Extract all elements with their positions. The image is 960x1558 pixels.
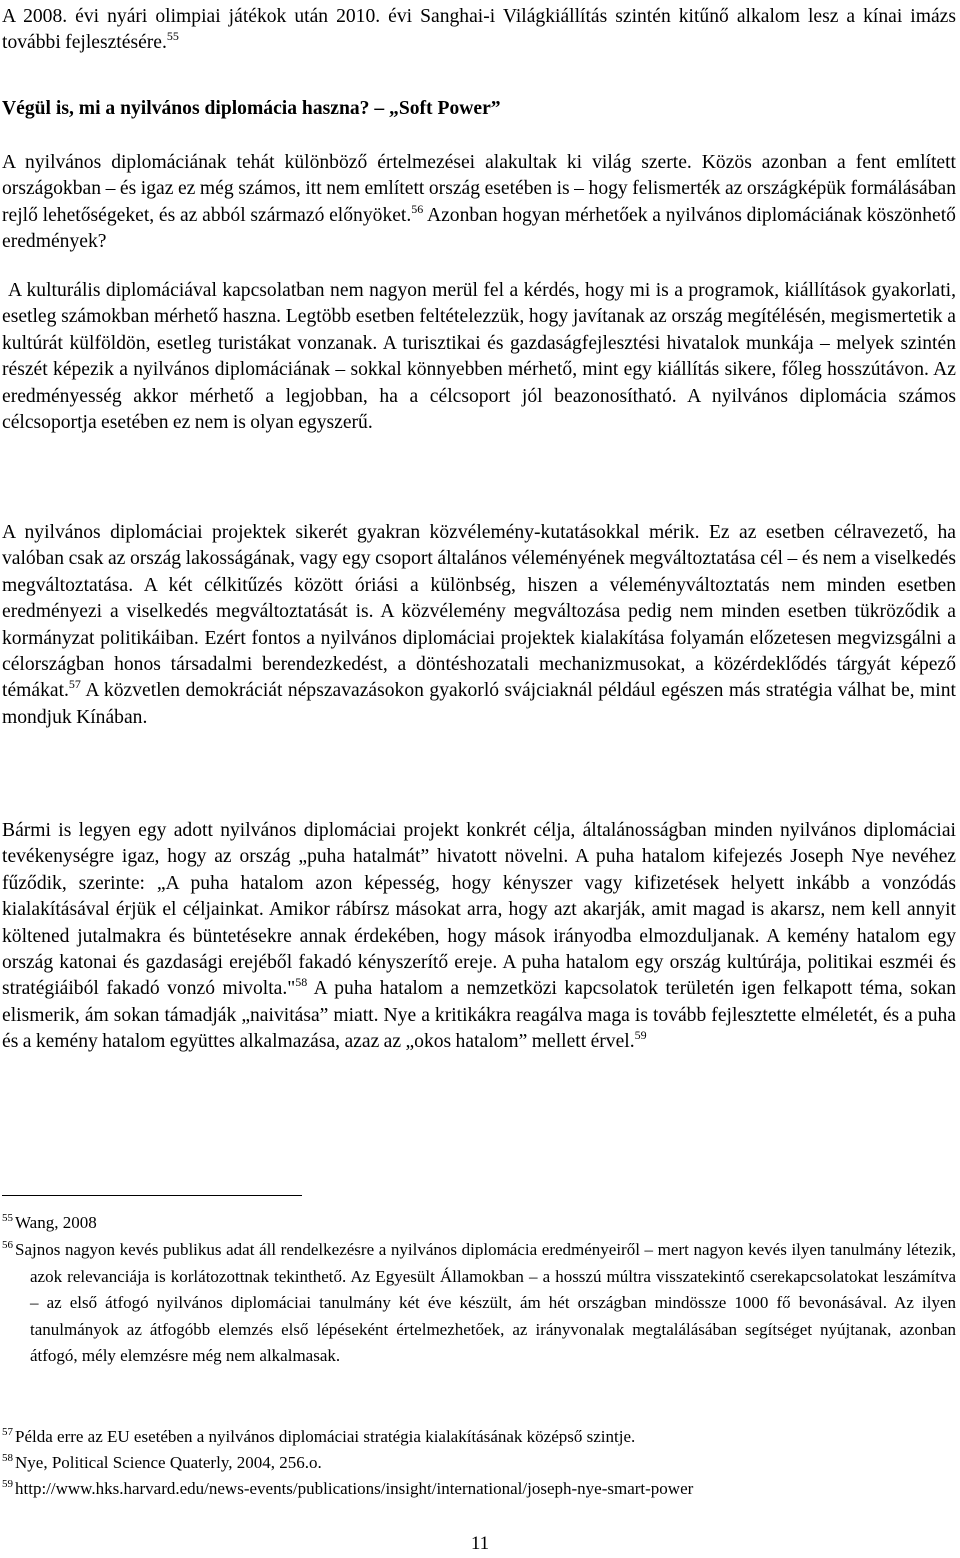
footnote-text: Sajnos nagyon kevés publikus adat áll rendelkezésre a nyilvános diplomácia eredményeiről – mert nagyon kevés ilyen tanulmány létezik, azok relevanciája is korlátozottnak tekinthető. Az Egyesült Államokban – a hosszú múltra visszatekintő cserekapcsolatokat leszámítva – az első átfogó nyilvános diplomáciai tanulmány két éve készült, ám hét országban mindössze 1000 fő bevonásával. Az ilyen tanulmányok az átfogóbb elemzés első lépéseként értelmezhetőek, az irányvonalak megtalálásában segítséget nyújtanak, azonban átfogó, mély elemzésre még nem alkalmasak. [15, 1240, 956, 1365]
paragraph-4-text: Bármi is legyen egy adott nyilvános diplomáciai projekt konkrét célja, általánosságban minden nyilvános diplomáciai tevékenységre igaz, hogy az ország „puha hatalmát” hivatott növelni. A puha hatalom kifejezés Joseph Nye nevéhez fűződik, szerinte: „A puha hatalom azon képesség, hogy kényszer vagy kifizetések helyett inkább a vonzódás kialakításával érjük el céljainkat. Amikor rábírsz másokat arra, hogy azt akarják, amit magad is akarsz, nem kell annyit költened jutalmakra és büntetésekre annak érdekében, hogy mások irányodba elmozduljanak. A kemény hatalom egy ország katonai és gazdasági erejéből fakadó kényszerítő ereje. A puha hatalom egy ország kultúrája, politikai eszméi és stratégiáiból fakadó vonzó mivolta." [2, 820, 956, 1000]
footnote-text: Példa erre az EU esetében a nyilvános diplomáciai stratégia kialakításának középső szintje. [15, 1427, 636, 1446]
footnote-url[interactable]: http://www.hks.harvard.edu/news-events/publications/insight/international/joseph-nye-smart-power [15, 1479, 694, 1498]
footnote-number: 56 [2, 1239, 13, 1251]
section-heading: Végül is, mi a nyilvános diplomácia haszna? – „Soft Power” [2, 98, 501, 119]
footnote-57 [2, 1424, 956, 1451]
paragraph-1 [2, 150, 956, 256]
footnote-separator [2, 1195, 302, 1196]
paragraph-intro-text: A 2008. évi nyári olimpiai játékok után 2010. évi Sanghai-i Világkiállítás szintén kitűnő alkalom lesz a kínai imázs további fejlesztésére. [2, 6, 956, 54]
footnote-ref-55[interactable]: 55 [166, 29, 179, 44]
footnote-55 [2, 1210, 956, 1237]
footnote-ref-57[interactable]: 57 [68, 677, 81, 692]
paragraph-3 [2, 520, 956, 731]
paragraph-4 [2, 818, 956, 1056]
footnote-text: Wang, 2008 [15, 1213, 97, 1232]
paragraph-3-text: A nyilvános diplomáciai projektek sikerét gyakran közvélemény-kutatásokkal mérik. Ez az esetben célravezető, ha valóban csak az ország lakosságának, vagy egy csoport általános véleményének megváltoztatása cél – és nem a viselkedés megváltoztatása. A két célkitűzés között óriási a különbség, hiszen a véleményváltoztatás nem minden esetben eredményezi a viselkedés megváltoztatását is. A közvélemény megváltozása pedig nem minden esetben tükröződik a kormányzat politikáiban. Ezért fontos a nyilvános diplomáciai projektek kialakítása folyamán előzetesen megvizsgálni a célországban honos társadalmi berendezkedést, a döntéshozatali mechanizmusokat, a közérdeklődés tárgyát képező témákat. [2, 522, 956, 702]
footnote-number: 55 [2, 1212, 13, 1224]
footnote-number: 57 [2, 1426, 13, 1438]
page-number: 11 [470, 1533, 490, 1554]
footnote-text: Nye, Political Science Quaterly, 2004, 256.o. [15, 1453, 322, 1472]
paragraph-1-tail: Azonban hogyan mérhetőek a nyilvános diplomáciának köszönhető eredmények? [2, 204, 956, 253]
paragraph-2: A kulturális diplomáciával kapcsolatban nem nagyon merül fel a kérdés, hogy mi is a programok, kiállítások gyakorlati, esetleg számokban mérhető haszna. Legtöbb esetben feltételezzük, hogy javítanak az ország megítélésén, megismertetik a kultúrát külföldön, esetleg turistákat vonzanak. A turisztikai és gazdaságfejlesztési hivatalok munkája – melyek szintén részét képezik a nyilvános diplomáciának – sokkal könnyebben mérhető, mint egy kiállítás sikere, főleg hosszútávon. Az eredményesség akkor mérhető a legjobban, ha a célcsoport jól beazonosítható. A nyilvános diplomácia számos célcsoportja esetében ez nem is olyan egyszerű. [2, 280, 956, 434]
footnote-ref-56[interactable]: 56 [411, 201, 424, 216]
footnote-number: 58 [2, 1452, 13, 1464]
paragraph-1-text: A nyilvános diplomáciának tehát különböző értelmezései alakultak ki világ szerte. Közös azonban a fent említett országokban – és igaz ez még számos, itt nem említett ország esetében is – hogy felismerték az országképük formálásában rejlő lehetőségeket, és az abból származó előnyöket. [2, 152, 956, 226]
footnote-58 [2, 1450, 956, 1477]
footnote-56 [2, 1237, 956, 1370]
paragraph-intro [2, 4, 956, 57]
paragraph-3-tail: A közvetlen demokráciát népszavazásokon gyakorló svájciaknál például egészen más stratégia válhat be, mint mondjuk Kínában. [2, 680, 956, 728]
footnote-59 [2, 1476, 956, 1503]
footnote-ref-59[interactable]: 59 [634, 1028, 647, 1043]
paragraph-4-mid: A puha hatalom a nemzetközi kapcsolatok területén igen felkapott téma, sokan elismerik, ám sokan támadják „naivitása” miatt. Nye a kritikákra reagálva maga is tovább fejlesztette elméletét, és a puha és a kemény hatalom együttes alkalmazása, azaz az „okos hatalom” mellett érvel. [2, 978, 956, 1053]
footnote-number: 59 [2, 1478, 13, 1490]
footnote-ref-58[interactable]: 58 [295, 975, 308, 990]
